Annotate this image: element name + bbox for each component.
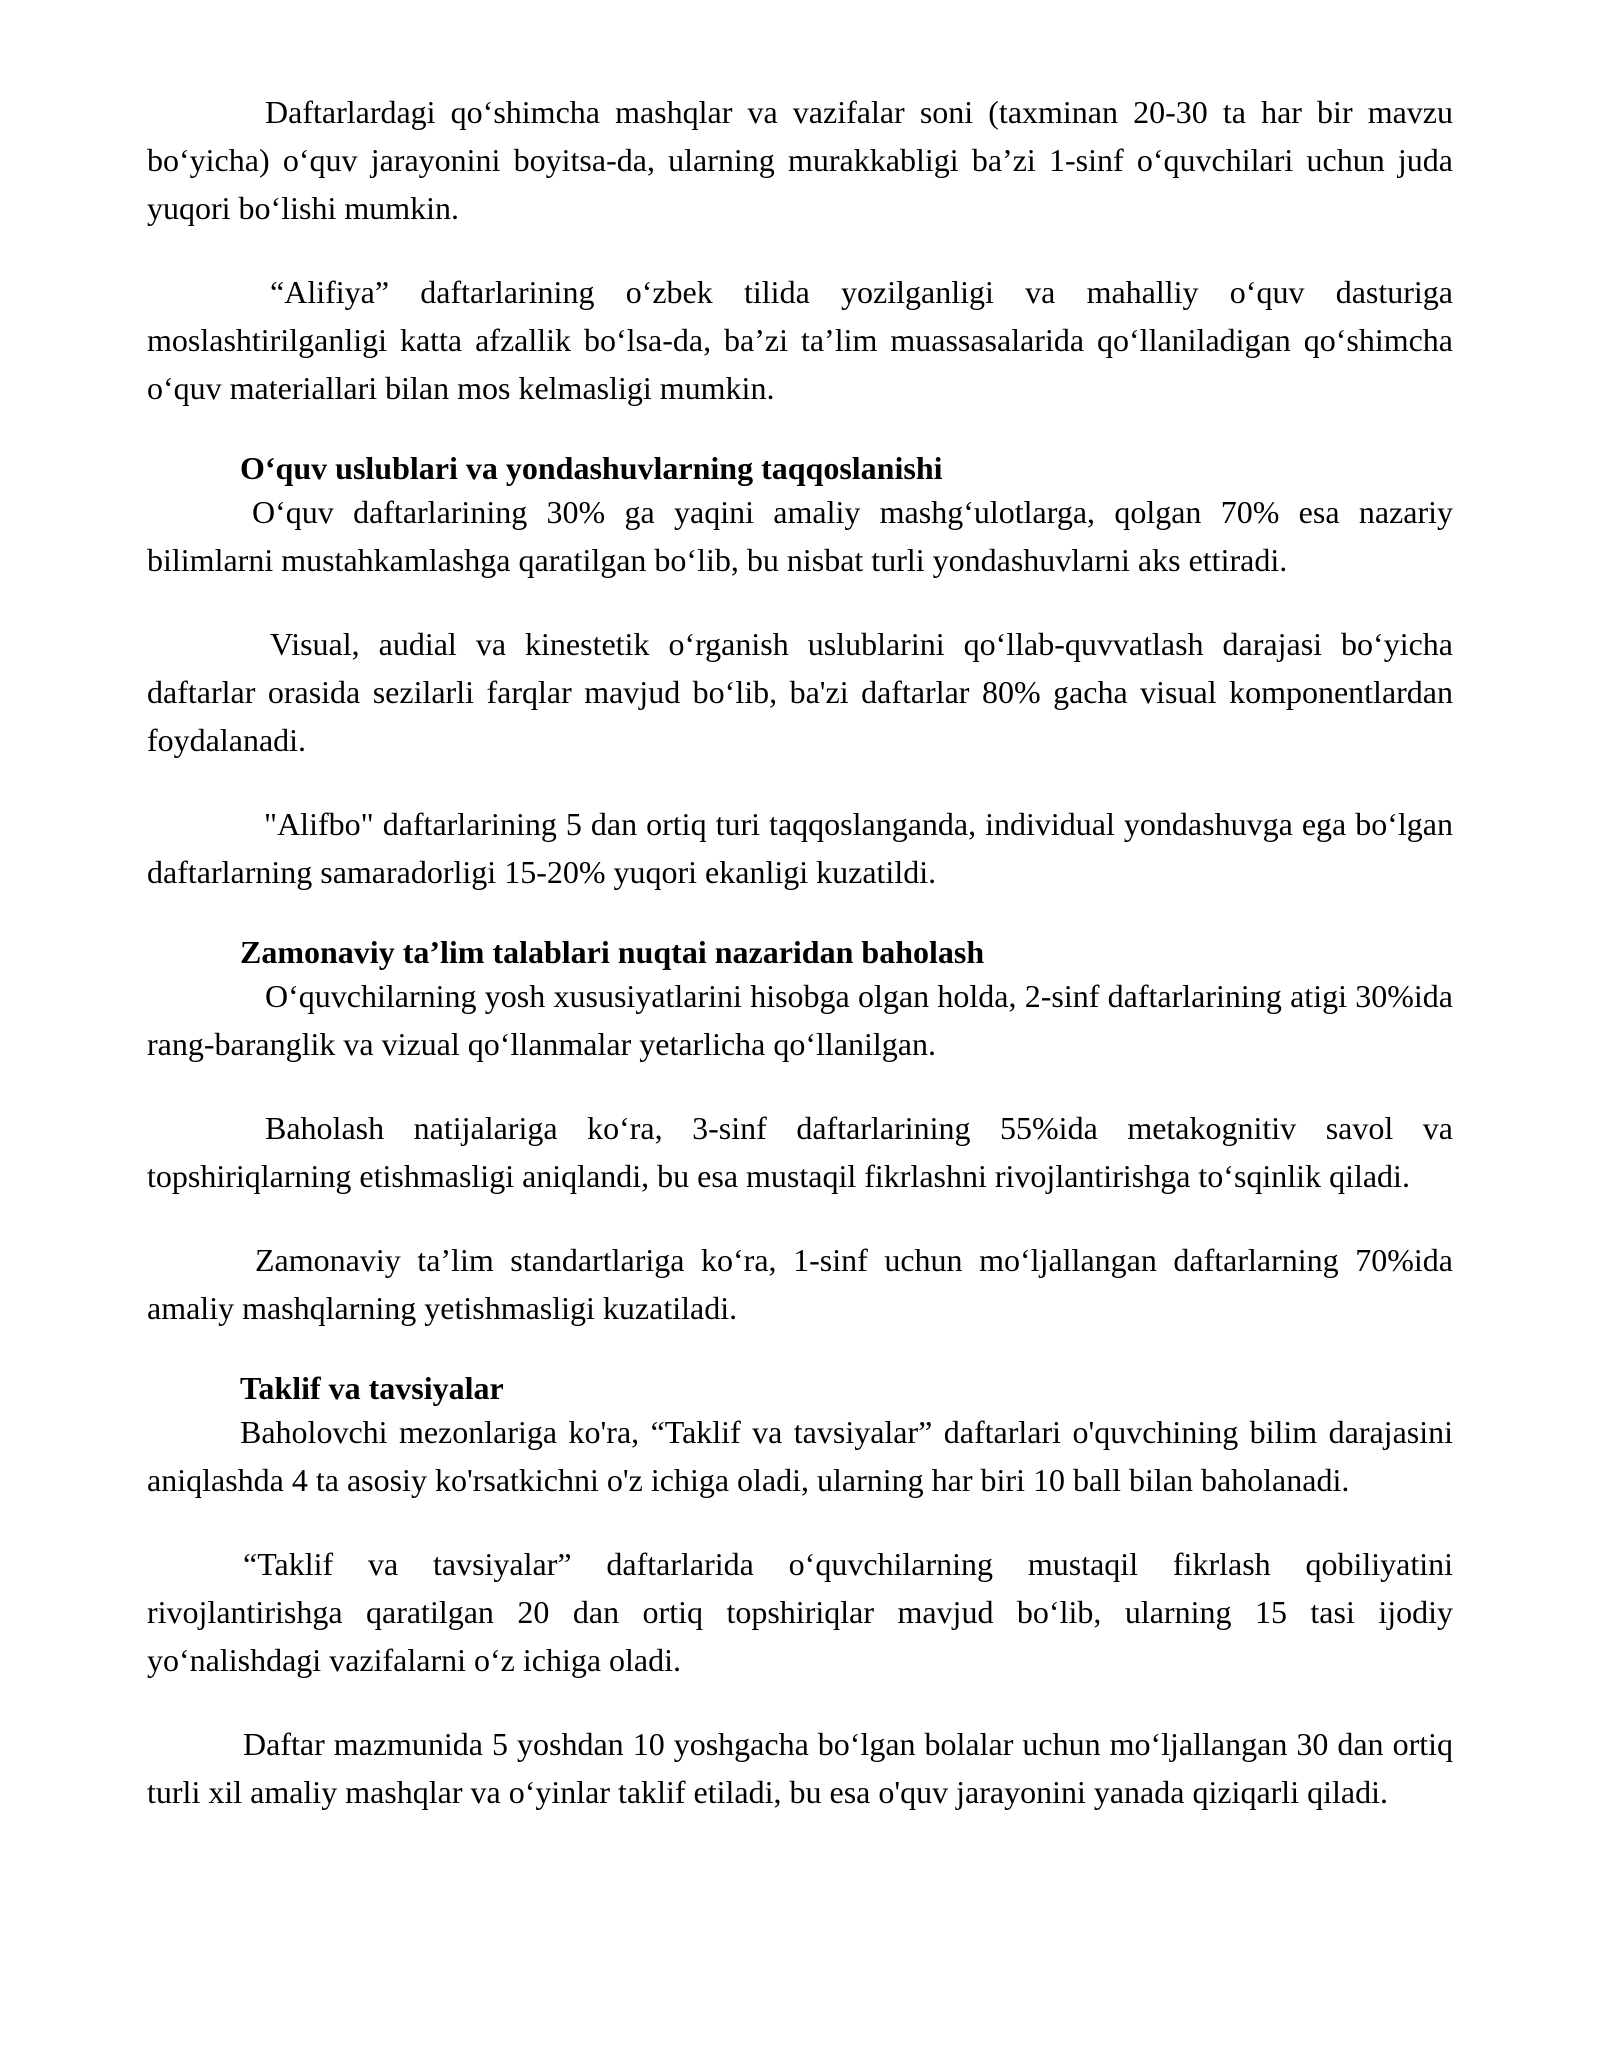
paragraph: Visual, audial va kinestetik o‘rganish uslublarini qo‘llab-quvvatlash darajasi bo‘yicha daftarlar orasida sezilarli farqlar mavjud bo‘lib, ba'zi daftarlar 80% gacha visual komponentlardan foydalanadi. — [147, 626, 1453, 758]
paragraph: Daftarlardagi qo‘shimcha mashqlar va vazifalar soni (taxminan 20-30 ta har bir mavzu bo‘yicha) o‘quv jarayonini boyitsa-da, ularning murakkabligi ba’zi 1-sinf o‘quvchilari uchun juda yuqori bo‘lishi mumkin. — [147, 94, 1453, 226]
paragraph: “Taklif va tavsiyalar” daftarlarida o‘quvchilarning mustaqil fikrlash qobiliyatini rivojlantirishga qaratilgan 20 dan ortiq topshiriqlar mavjud bo‘lib, ularning 15 tasi ijodiy yo‘nalishdagi vazifalarni o‘z ichiga oladi. — [147, 1546, 1453, 1678]
section-heading: Taklif va tavsiyalar — [240, 1370, 504, 1406]
section-heading: Zamonaviy ta’lim talablari nuqtai nazaridan baholash — [240, 934, 985, 970]
paragraph: “Alifiya” daftarlarining o‘zbek tilida yozilganligi va mahalliy o‘quv dasturiga moslashtirilganligi katta afzallik bo‘lsa-da, ba’zi ta’lim muassasalarida qo‘llaniladigan qo‘shimcha o‘quv materiallari bilan mos kelmasligi mumkin. — [147, 274, 1453, 406]
paragraph: Zamonaviy ta’lim standartlariga ko‘ra, 1-sinf uchun mo‘ljallangan daftarlarning 70%ida amaliy mashqlarning yetishmasligi kuzatiladi. — [147, 1242, 1453, 1326]
paragraph: O‘quvchilarning yosh xususiyatlarini hisobga olgan holda, 2-sinf daftarlarining atigi 30%ida rang-baranglik va vizual qo‘llanmalar yetarlicha qo‘llanilgan. — [147, 978, 1453, 1062]
paragraph: Baholash natijalariga ko‘ra, 3-sinf daftarlarining 55%ida metakognitiv savol va topshiriqlarning etishmasligi aniqlandi, bu esa mustaqil fikrlashni rivojlantirishga to‘sqinlik qiladi. — [147, 1110, 1453, 1194]
paragraph: Baholovchi mezonlariga ko'ra, “Taklif va tavsiyalar” daftarlari o'quvchining bilim darajasini aniqlashda 4 ta asosiy ko'rsatkichni o'z ichiga oladi, ularning har biri 10 ball bilan baholanadi. — [147, 1414, 1453, 1498]
section-modern-requirements — [147, 932, 1453, 1332]
section-learning-styles — [147, 448, 1453, 896]
paragraph: Daftar mazmunida 5 yoshdan 10 yoshgacha bo‘lgan bolalar uchun mo‘ljallangan 30 dan ortiq turli xil amaliy mashqlar va o‘yinlar taklif etiladi, bu esa o'quv jarayonini yanada qiziqarli qiladi. — [147, 1726, 1453, 1810]
document-page — [147, 88, 1453, 1816]
section-heading: O‘quv uslublari va yondashuvlarning taqqoslanishi — [240, 450, 943, 486]
section-recommendations — [147, 1368, 1453, 1816]
intro-block — [147, 88, 1453, 412]
paragraph: "Alifbo" daftarlarining 5 dan ortiq turi taqqoslanganda, individual yondashuvga ega bo‘lgan daftarlarning samaradorligi 15-20% yuqori ekanligi kuzatildi. — [147, 806, 1453, 890]
paragraph: O‘quv daftarlarining 30% ga yaqini amaliy mashg‘ulotlarga, qolgan 70% esa nazariy bilimlarni mustahkamlashga qaratilgan bo‘lib, bu nisbat turli yondashuvlarni aks ettiradi. — [147, 494, 1453, 578]
